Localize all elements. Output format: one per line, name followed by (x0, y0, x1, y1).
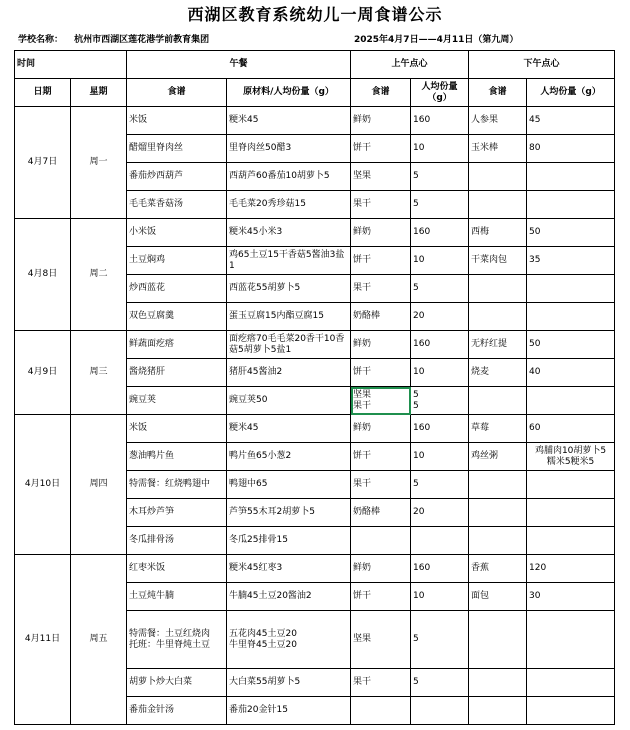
lunch-ingredients: 毛毛菜20秀珍菇15 (227, 191, 351, 219)
pm-snack (469, 191, 527, 219)
am-snack: 饼干 (351, 359, 411, 387)
header-am-snack: 上午点心 (351, 51, 469, 79)
am-snack: 饼干 (351, 247, 411, 275)
school-label: 学校名称： (18, 35, 64, 45)
pm-qty: 50 (527, 331, 615, 359)
pm-qty: 40 (527, 359, 615, 387)
pm-snack: 人参果 (469, 107, 527, 135)
page-title: 西湖区教育系统幼儿一周食谱公示 (187, 5, 443, 24)
lunch-ingredients: 蛋玉豆腐15内酯豆腐15 (227, 303, 351, 331)
lunch-ingredients: 芦笋55木耳2胡萝卜5 (227, 499, 351, 527)
am-snack: 果干 (351, 669, 411, 697)
day-weekday: 周四 (71, 415, 127, 555)
am-snack-selected[interactable] (351, 387, 411, 415)
day-date: 4月9日 (15, 331, 71, 415)
am-qty: 20 (411, 499, 469, 527)
pm-qty: 鸡脯肉10胡萝卜5 糯米5粳米5 (527, 443, 615, 471)
lunch-dish: 番茄炒西葫芦 (127, 163, 227, 191)
header-time: 时间 (15, 51, 127, 79)
header-lunch: 午餐 (127, 51, 351, 79)
header-date: 日期 (15, 79, 71, 107)
am-snack: 鲜奶 (351, 415, 411, 443)
lunch-ingredients: 粳米45小米3 (227, 219, 351, 247)
header-am-recipe: 食谱 (351, 79, 411, 107)
lunch-dish: 米饭 (127, 107, 227, 135)
pm-qty (527, 275, 615, 303)
lunch-dish: 冬瓜排骨汤 (127, 527, 227, 555)
date-range: 2025年4月7日——4月11日（第九周） (354, 35, 519, 45)
am-qty: 10 (411, 583, 469, 611)
pm-qty (527, 387, 615, 415)
pm-snack (469, 303, 527, 331)
pm-snack: 香蕉 (469, 555, 527, 583)
day-date: 4月8日 (15, 219, 71, 331)
am-qty: 5 (411, 611, 469, 669)
lunch-ingredients: 面疙瘩70毛毛菜20香干10香菇5胡萝卜5盐1 (227, 331, 351, 359)
header-am-amount: 人均份量（g） (411, 79, 469, 107)
pm-qty: 30 (527, 583, 615, 611)
am-snack: 饼干 (351, 443, 411, 471)
header-recipe: 食谱 (127, 79, 227, 107)
lunch-ingredients: 西葫芦60番茄10胡萝卜5 (227, 163, 351, 191)
am-qty (411, 527, 469, 555)
pm-snack (469, 275, 527, 303)
lunch-dish: 土豆焖鸡 (127, 247, 227, 275)
lunch-ingredients: 鸡65土豆15干香菇5酱油3盐1 (227, 247, 351, 275)
pm-qty (527, 669, 615, 697)
header-ingredients: 原材料/人均份量（g） (227, 79, 351, 107)
pm-snack (469, 387, 527, 415)
lunch-dish: 米饭 (127, 415, 227, 443)
pm-snack (469, 611, 527, 669)
am-qty: 160 (411, 331, 469, 359)
lunch-dish: 木耳炒芦笋 (127, 499, 227, 527)
lunch-ingredients: 鸭翅中65 (227, 471, 351, 499)
header-weekday: 星期 (71, 79, 127, 107)
lunch-ingredients: 猪肝45酱油2 (227, 359, 351, 387)
pm-qty: 80 (527, 135, 615, 163)
pm-qty: 50 (527, 219, 615, 247)
menu-table (14, 50, 615, 725)
lunch-dish: 双色豆腐羹 (127, 303, 227, 331)
pm-snack (469, 527, 527, 555)
header-pm-snack: 下午点心 (469, 51, 615, 79)
pm-snack (469, 499, 527, 527)
am-snack: 奶酪棒 (351, 303, 411, 331)
lunch-ingredients: 鸭片鱼65小葱2 (227, 443, 351, 471)
pm-qty (527, 471, 615, 499)
lunch-ingredients: 豌豆荚50 (227, 387, 351, 415)
pm-snack: 干菜肉包 (469, 247, 527, 275)
pm-qty: 60 (527, 415, 615, 443)
day-weekday: 周一 (71, 107, 127, 219)
am-qty: 20 (411, 303, 469, 331)
pm-snack: 西梅 (469, 219, 527, 247)
am-snack: 饼干 (351, 135, 411, 163)
lunch-dish: 酱烧猪肝 (127, 359, 227, 387)
am-qty: 160 (411, 107, 469, 135)
am-qty: 10 (411, 443, 469, 471)
am-qty: 160 (411, 555, 469, 583)
pm-snack: 玉米棒 (469, 135, 527, 163)
am-qty: 5 (411, 191, 469, 219)
am-qty: 10 (411, 135, 469, 163)
lunch-dish: 特需餐：红烧鸭翅中 (127, 471, 227, 499)
pm-qty (527, 697, 615, 725)
am-qty: 5 (411, 163, 469, 191)
lunch-ingredients: 番茄20金针15 (227, 697, 351, 725)
lunch-ingredients: 粳米45红枣3 (227, 555, 351, 583)
lunch-dish: 特需餐：土豆红烧肉 托班：牛里脊炖土豆 (127, 611, 227, 669)
am-qty: 160 (411, 219, 469, 247)
day-date: 4月11日 (15, 555, 71, 725)
am-snack: 鲜奶 (351, 107, 411, 135)
lunch-dish: 土豆炖牛腩 (127, 583, 227, 611)
am-snack: 饼干 (351, 583, 411, 611)
school-info (18, 32, 209, 45)
lunch-dish: 醋熘里脊肉丝 (127, 135, 227, 163)
lunch-dish: 红枣米饭 (127, 555, 227, 583)
pm-snack (469, 669, 527, 697)
pm-qty (527, 499, 615, 527)
pm-qty (527, 303, 615, 331)
pm-qty (527, 163, 615, 191)
pm-snack: 草莓 (469, 415, 527, 443)
am-snack: 鲜奶 (351, 331, 411, 359)
lunch-ingredients: 牛腩45土豆20酱油2 (227, 583, 351, 611)
lunch-dish: 鲜蔬面疙瘩 (127, 331, 227, 359)
lunch-ingredients: 西蓝花55胡萝卜5 (227, 275, 351, 303)
am-snack (351, 527, 411, 555)
pm-qty (527, 611, 615, 669)
menu-body (15, 107, 615, 725)
am-qty: 10 (411, 359, 469, 387)
pm-snack: 烧麦 (469, 359, 527, 387)
pm-qty: 120 (527, 555, 615, 583)
am-qty (411, 697, 469, 725)
lunch-dish: 小米饭 (127, 219, 227, 247)
am-snack: 坚果 果干 (353, 389, 372, 411)
am-qty: 5 (411, 471, 469, 499)
am-snack: 果干 (351, 471, 411, 499)
am-snack: 果干 (351, 191, 411, 219)
am-qty: 5 (411, 669, 469, 697)
day-weekday: 周二 (71, 219, 127, 331)
lunch-ingredients: 粳米45 (227, 107, 351, 135)
am-snack: 奶酪棒 (351, 499, 411, 527)
lunch-ingredients: 五花肉45土豆20 牛里脊45土豆20 (227, 611, 351, 669)
day-weekday: 周五 (71, 555, 127, 725)
pm-snack: 无籽红提 (469, 331, 527, 359)
lunch-dish: 炒西蓝花 (127, 275, 227, 303)
lunch-dish: 番茄金针汤 (127, 697, 227, 725)
am-snack: 坚果 (351, 163, 411, 191)
pm-snack (469, 697, 527, 725)
lunch-dish: 葱油鸭片鱼 (127, 443, 227, 471)
lunch-ingredients: 粳米45 (227, 415, 351, 443)
am-qty: 5 5 (411, 387, 469, 415)
day-weekday: 周三 (71, 331, 127, 415)
pm-snack: 面包 (469, 583, 527, 611)
pm-qty: 35 (527, 247, 615, 275)
am-qty: 5 (411, 275, 469, 303)
lunch-ingredients: 里脊肉丝50醋3 (227, 135, 351, 163)
lunch-dish: 豌豆荚 (127, 387, 227, 415)
pm-snack (469, 163, 527, 191)
am-snack: 鲜奶 (351, 219, 411, 247)
pm-qty (527, 191, 615, 219)
day-date: 4月10日 (15, 415, 71, 555)
pm-qty (527, 527, 615, 555)
header-pm-recipe: 食谱 (469, 79, 527, 107)
header-pm-amount: 人均份量（g） (527, 79, 615, 107)
lunch-dish: 毛毛菜香菇汤 (127, 191, 227, 219)
lunch-dish: 胡萝卜炒大白菜 (127, 669, 227, 697)
pm-snack (469, 471, 527, 499)
am-snack: 果干 (351, 275, 411, 303)
pm-qty: 45 (527, 107, 615, 135)
lunch-ingredients: 大白菜55胡萝卜5 (227, 669, 351, 697)
am-snack: 坚果 (351, 611, 411, 669)
am-qty: 10 (411, 247, 469, 275)
school-name: 杭州市西湖区莲花港学前教育集团 (74, 35, 210, 45)
day-date: 4月7日 (15, 107, 71, 219)
lunch-ingredients: 冬瓜25排骨15 (227, 527, 351, 555)
am-snack (351, 697, 411, 725)
pm-snack: 鸡丝粥 (469, 443, 527, 471)
am-qty: 160 (411, 415, 469, 443)
am-snack: 鲜奶 (351, 555, 411, 583)
